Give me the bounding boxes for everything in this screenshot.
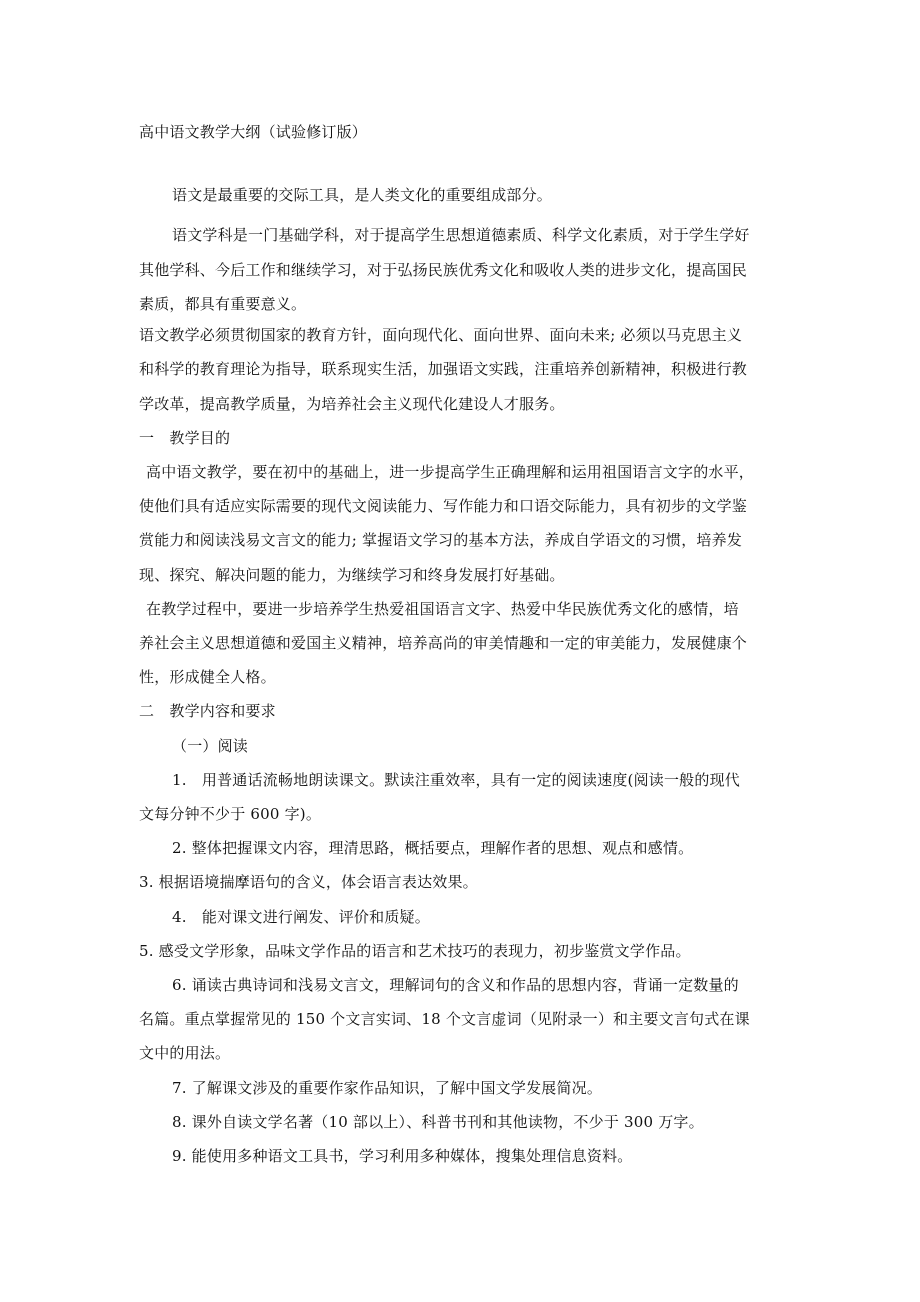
paragraph-line: 语文学科是一门基础学科，对于提高学生思想道德素质、科学文化素质，对于学生学好 <box>172 226 750 244</box>
list-item-line: 6. 诵读古典诗词和浅易文言文，理解词句的含义和作品的思想内容，背诵一定数量的 <box>172 976 739 994</box>
list-item-line: 4. 能对课文进行阐发、评价和质疑。 <box>172 908 430 926</box>
paragraph-line: 学改革，提高教学质量，为培养社会主义现代化建设人才服务。 <box>139 395 565 413</box>
section-heading: 二 教学内容和要求 <box>139 702 276 720</box>
paragraph-line: 语文教学必须贯彻国家的教育方针，面向现代化、面向世界、面向未来; 必须以马克思主义 <box>139 326 743 344</box>
paragraph-line: 现、探究、解决问题的能力，为继续学习和终身发展打好基础。 <box>139 566 565 584</box>
paragraph-line: 在教学过程中，要进一步培养学生热爱祖国语言文字、热爱中华民族优秀文化的感情，培 <box>146 600 739 618</box>
list-item-line: 8. 课外自读文学名著（10 部以上）、科普书刊和其他读物，不少于 300 万字。 <box>172 1113 704 1131</box>
paragraph-line: 养社会主义思想道德和爱国主义精神，培养高尚的审美情趣和一定的审美能力，发展健康个 <box>139 634 748 652</box>
paragraph-line: 其他学科、今后工作和继续学习，对于弘扬民族优秀文化和吸收人类的进步文化，提高国民 <box>139 261 748 279</box>
list-item-line: 2. 整体把握课文内容，理清思路，概括要点，理解作者的思想、观点和感情。 <box>172 839 694 857</box>
subsection-heading: （一）阅读 <box>172 737 249 755</box>
paragraph-line: 语文是最重要的交际工具，是人类文化的重要组成部分。 <box>172 186 553 204</box>
paragraph-line: 素质，都具有重要意义。 <box>139 295 307 313</box>
paragraph-line: 赏能力和阅读浅易文言文的能力; 掌握语文学习的基本方法，养成自学语文的习惯，培养发 <box>139 531 743 549</box>
list-item-line: 7. 了解课文涉及的重要作家作品知识，了解中国文学发展简况。 <box>172 1079 603 1097</box>
list-item-line: 文中的用法。 <box>139 1044 231 1062</box>
list-item-line: 名篇。重点掌握常见的 150 个文言实词、18 个文言虚词（见附录一）和主要文言句式在课 <box>139 1010 750 1028</box>
list-item-line: 1. 用普通话流畅地朗读课文。默读注重效率，具有一定的阅读速度(阅读一般的现代 <box>172 771 740 789</box>
list-item-line: 3. 根据语境揣摩语句的含义，体会语言表达效果。 <box>139 873 478 891</box>
list-item-line: 5. 感受文学形象，品味文学作品的语言和艺术技巧的表现力，初步鉴赏文学作品。 <box>139 942 691 960</box>
section-heading: 一 教学目的 <box>139 429 231 447</box>
list-item-line: 文每分钟不少于 600 字)。 <box>139 805 322 823</box>
document-title: 高中语文教学大纲（试验修订版） <box>139 123 368 141</box>
paragraph-line: 性，形成健全人格。 <box>139 668 276 686</box>
paragraph-line: 高中语文教学，要在初中的基础上，进一步提高学生正确理解和运用祖国语言文字的水平， <box>146 463 755 481</box>
list-item-line: 9. 能使用多种语文工具书，学习利用多种媒体，搜集处理信息资料。 <box>172 1147 633 1165</box>
paragraph-line: 使他们具有适应实际需要的现代文阅读能力、写作能力和口语交际能力，具有初步的文学鉴 <box>139 497 748 515</box>
paragraph-line: 和科学的教育理论为指导，联系现实生活，加强语文实践，注重培养创新精神，积极进行教 <box>139 360 748 378</box>
